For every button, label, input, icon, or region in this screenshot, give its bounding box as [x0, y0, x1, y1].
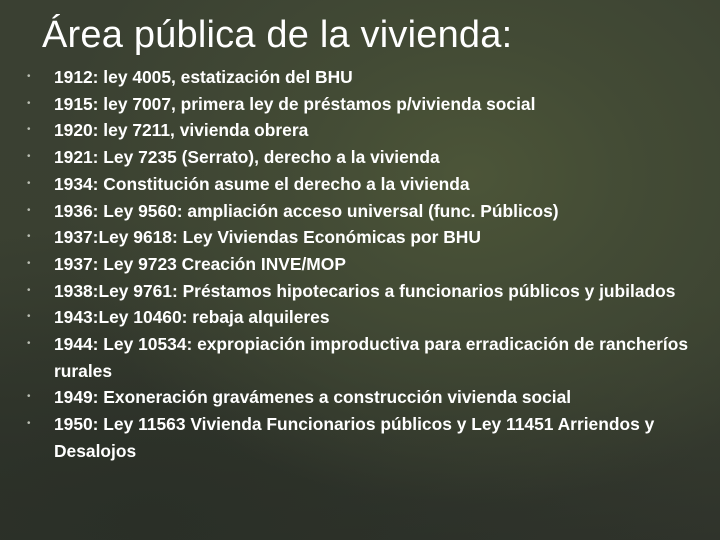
list-item-text: 1938:Ley 9761: Préstamos hipotecarios a funcionarios públicos y jubilados	[54, 280, 676, 301]
list-item	[27, 198, 717, 225]
bullet-icon: •	[27, 257, 31, 269]
list-item	[27, 278, 717, 305]
bullet-icon: •	[27, 71, 31, 82]
bullet-icon: •	[27, 151, 31, 163]
list-item-text: 1912: ley 4005, estatización del BHU	[54, 67, 353, 87]
bullet-icon: •	[27, 284, 31, 296]
bullet-icon: •	[27, 204, 31, 216]
list-item-text: 1920: ley 7211, vivienda obrera	[54, 120, 309, 141]
list-item-text: 1937: Ley 9723 Creación INVE/MOP	[54, 253, 346, 274]
bullet-icon: •	[27, 124, 31, 136]
list-item	[27, 331, 717, 384]
list-item-text: 1915: ley 7007, primera ley de préstamos p/vivienda social	[54, 93, 536, 114]
list-item-text: 1921: Ley 7235 (Serrato), derecho a la vivienda	[54, 147, 440, 168]
bullet-icon: •	[27, 231, 31, 243]
list-item	[27, 304, 717, 331]
list-item-text: 1943:Ley 10460: rebaja alquileres	[54, 307, 330, 328]
list-item-text: 1944: Ley 10534: expropiación improductiva para erradicación de rancheríos rurales	[54, 334, 689, 381]
list-item-text: 1937:Ley 9618: Ley Viviendas Económicas por BHU	[54, 227, 481, 248]
bullet-icon: •	[27, 97, 31, 109]
list-item-text: 1934: Constitución asume el derecho a la vivienda	[54, 173, 470, 194]
list-item	[27, 224, 717, 251]
list-item	[27, 384, 717, 411]
list-item	[27, 171, 717, 198]
list-item	[27, 144, 717, 171]
list-item	[27, 117, 717, 144]
list-item	[27, 91, 717, 118]
bullet-list	[27, 64, 717, 465]
slide-title: Área pública de la vivienda:	[42, 14, 513, 56]
bullet-icon: •	[27, 177, 31, 189]
bullet-icon: •	[27, 338, 31, 350]
list-item-text: 1936: Ley 9560: ampliación acceso universal (func. Públicos)	[54, 200, 559, 221]
list-item-text: 1950: Ley 11563 Vivienda Funcionarios públicos y Ley 11451 Arriendos y Desalojos	[54, 414, 655, 461]
list-item	[27, 411, 717, 464]
bullet-icon: •	[27, 311, 31, 323]
list-item	[27, 64, 717, 91]
list-item	[27, 251, 717, 278]
bullet-icon: •	[27, 418, 31, 430]
list-item-text: 1949: Exoneración gravámenes a construcción vivienda social	[54, 387, 572, 408]
bullet-icon: •	[27, 391, 31, 403]
